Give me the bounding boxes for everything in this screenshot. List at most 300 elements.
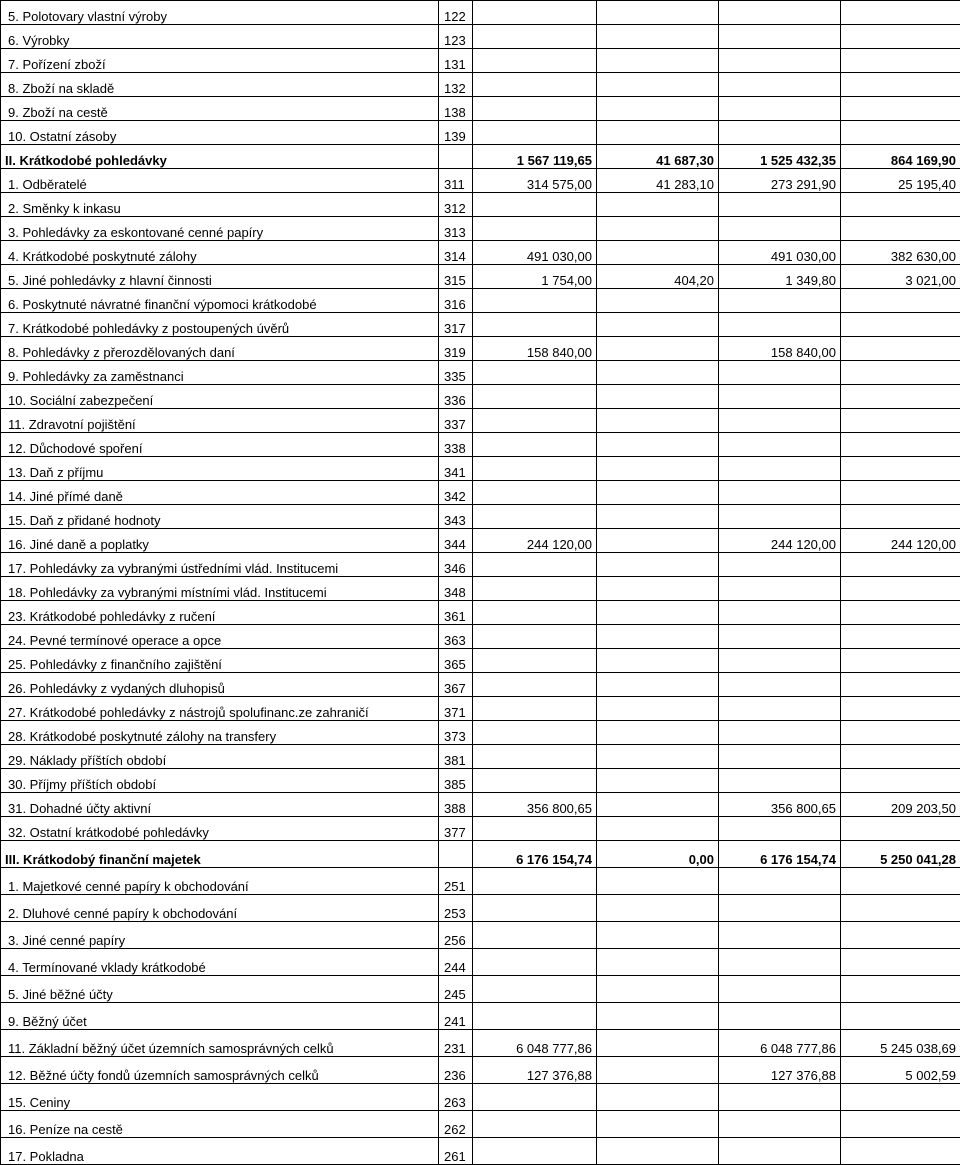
value-col-3: 1 525 432,35 bbox=[719, 145, 841, 169]
value-col-3 bbox=[719, 601, 841, 625]
row-label: 4. Termínované vklady krátkodobé bbox=[1, 949, 439, 976]
value-col-3 bbox=[719, 289, 841, 313]
account-code: 335 bbox=[439, 361, 473, 385]
account-code: 363 bbox=[439, 625, 473, 649]
value-col-3 bbox=[719, 949, 841, 976]
account-code: 346 bbox=[439, 553, 473, 577]
account-code: 361 bbox=[439, 601, 473, 625]
account-code: 316 bbox=[439, 289, 473, 313]
value-col-2 bbox=[597, 49, 719, 73]
value-col-3 bbox=[719, 1084, 841, 1111]
account-code: 367 bbox=[439, 673, 473, 697]
value-col-3 bbox=[719, 895, 841, 922]
row-label: 5. Polotovary vlastní výroby bbox=[1, 1, 439, 25]
value-col-3 bbox=[719, 697, 841, 721]
value-col-2 bbox=[597, 25, 719, 49]
value-col-3: 6 176 154,74 bbox=[719, 841, 841, 868]
value-col-1 bbox=[473, 922, 597, 949]
value-col-4 bbox=[841, 817, 960, 841]
value-col-1 bbox=[473, 868, 597, 895]
value-col-1: 244 120,00 bbox=[473, 529, 597, 553]
value-col-4 bbox=[841, 649, 960, 673]
value-col-4: 5 250 041,28 bbox=[841, 841, 960, 868]
table-row bbox=[1, 601, 960, 625]
account-code: 245 bbox=[439, 976, 473, 1003]
value-col-4 bbox=[841, 673, 960, 697]
value-col-2 bbox=[597, 1084, 719, 1111]
row-label: 18. Pohledávky za vybranými místními vlád. Institucemi bbox=[1, 577, 439, 601]
value-col-3 bbox=[719, 553, 841, 577]
row-label: 17. Pohledávky za vybranými ústředními vlád. Institucemi bbox=[1, 553, 439, 577]
value-col-1 bbox=[473, 97, 597, 121]
value-col-4: 864 169,90 bbox=[841, 145, 960, 169]
table-row bbox=[1, 313, 960, 337]
value-col-3 bbox=[719, 385, 841, 409]
account-code: 336 bbox=[439, 385, 473, 409]
row-label: 2. Dluhové cenné papíry k obchodování bbox=[1, 895, 439, 922]
account-code: 315 bbox=[439, 265, 473, 289]
value-col-1 bbox=[473, 457, 597, 481]
value-col-4 bbox=[841, 433, 960, 457]
value-col-2 bbox=[597, 697, 719, 721]
value-col-2 bbox=[597, 193, 719, 217]
value-col-1 bbox=[473, 1084, 597, 1111]
value-col-1 bbox=[473, 601, 597, 625]
account-code: 313 bbox=[439, 217, 473, 241]
table-row bbox=[1, 145, 960, 169]
value-col-1 bbox=[473, 553, 597, 577]
value-col-1: 1 754,00 bbox=[473, 265, 597, 289]
value-col-3 bbox=[719, 976, 841, 1003]
value-col-3: 158 840,00 bbox=[719, 337, 841, 361]
value-col-1 bbox=[473, 673, 597, 697]
account-code: 251 bbox=[439, 868, 473, 895]
account-code: 381 bbox=[439, 745, 473, 769]
row-label: 17. Pokladna bbox=[1, 1138, 439, 1165]
table-row bbox=[1, 649, 960, 673]
value-col-2 bbox=[597, 481, 719, 505]
value-col-4: 5 245 038,69 bbox=[841, 1030, 960, 1057]
value-col-4 bbox=[841, 313, 960, 337]
row-label: 6. Poskytnuté návratné finanční výpomoci krátkodobé bbox=[1, 289, 439, 313]
value-col-4 bbox=[841, 895, 960, 922]
value-col-3: 127 376,88 bbox=[719, 1057, 841, 1084]
value-col-4 bbox=[841, 49, 960, 73]
row-label: 27. Krátkodobé pohledávky z nástrojů spolufinanc.ze zahraničí bbox=[1, 697, 439, 721]
row-label: 6. Výrobky bbox=[1, 25, 439, 49]
value-col-2 bbox=[597, 121, 719, 145]
row-label: 12. Běžné účty fondů územních samosprávných celků bbox=[1, 1057, 439, 1084]
value-col-4 bbox=[841, 505, 960, 529]
value-col-4 bbox=[841, 625, 960, 649]
table-row bbox=[1, 673, 960, 697]
value-col-4 bbox=[841, 577, 960, 601]
value-col-1: 356 800,65 bbox=[473, 793, 597, 817]
account-code: 131 bbox=[439, 49, 473, 73]
row-label: 29. Náklady příštích období bbox=[1, 745, 439, 769]
row-label: 31. Dohadné účty aktivní bbox=[1, 793, 439, 817]
value-col-1 bbox=[473, 121, 597, 145]
value-col-3: 1 349,80 bbox=[719, 265, 841, 289]
value-col-4 bbox=[841, 1, 960, 25]
value-col-4 bbox=[841, 73, 960, 97]
value-col-4 bbox=[841, 481, 960, 505]
value-col-3 bbox=[719, 1003, 841, 1030]
row-label: 9. Běžný účet bbox=[1, 1003, 439, 1030]
account-code: 317 bbox=[439, 313, 473, 337]
row-label: 11. Základní běžný účet územních samosprávných celků bbox=[1, 1030, 439, 1057]
value-col-2 bbox=[597, 649, 719, 673]
value-col-1 bbox=[473, 745, 597, 769]
value-col-3 bbox=[719, 817, 841, 841]
value-col-4 bbox=[841, 922, 960, 949]
value-col-3 bbox=[719, 457, 841, 481]
value-col-2 bbox=[597, 505, 719, 529]
value-col-1 bbox=[473, 289, 597, 313]
account-code: 365 bbox=[439, 649, 473, 673]
account-code: 344 bbox=[439, 529, 473, 553]
row-label: 30. Příjmy příštích období bbox=[1, 769, 439, 793]
table-row bbox=[1, 265, 960, 289]
table-row bbox=[1, 1111, 960, 1138]
table-row bbox=[1, 337, 960, 361]
value-col-4 bbox=[841, 385, 960, 409]
table-row bbox=[1, 73, 960, 97]
value-col-1 bbox=[473, 313, 597, 337]
value-col-1: 1 567 119,65 bbox=[473, 145, 597, 169]
value-col-3 bbox=[719, 313, 841, 337]
table-row bbox=[1, 769, 960, 793]
value-col-4 bbox=[841, 721, 960, 745]
table-row bbox=[1, 457, 960, 481]
row-label: 23. Krátkodobé pohledávky z ručení bbox=[1, 601, 439, 625]
value-col-2 bbox=[597, 313, 719, 337]
value-col-1 bbox=[473, 385, 597, 409]
account-code: 319 bbox=[439, 337, 473, 361]
account-code: 231 bbox=[439, 1030, 473, 1057]
value-col-4 bbox=[841, 697, 960, 721]
value-col-3 bbox=[719, 1, 841, 25]
value-col-1 bbox=[473, 217, 597, 241]
value-col-4: 244 120,00 bbox=[841, 529, 960, 553]
value-col-1: 158 840,00 bbox=[473, 337, 597, 361]
value-col-2 bbox=[597, 337, 719, 361]
table-row bbox=[1, 721, 960, 745]
value-col-4 bbox=[841, 769, 960, 793]
value-col-2: 41 687,30 bbox=[597, 145, 719, 169]
value-col-2 bbox=[597, 895, 719, 922]
value-col-1 bbox=[473, 949, 597, 976]
value-col-4 bbox=[841, 553, 960, 577]
value-col-2: 0,00 bbox=[597, 841, 719, 868]
value-col-3 bbox=[719, 721, 841, 745]
value-col-4 bbox=[841, 361, 960, 385]
value-col-1 bbox=[473, 1111, 597, 1138]
account-code: 338 bbox=[439, 433, 473, 457]
value-col-2 bbox=[597, 601, 719, 625]
table-row bbox=[1, 505, 960, 529]
value-col-2 bbox=[597, 241, 719, 265]
row-label: 25. Pohledávky z finančního zajištění bbox=[1, 649, 439, 673]
value-col-4 bbox=[841, 1138, 960, 1165]
table-row bbox=[1, 895, 960, 922]
table-row bbox=[1, 121, 960, 145]
account-code: 343 bbox=[439, 505, 473, 529]
value-col-3 bbox=[719, 481, 841, 505]
value-col-1 bbox=[473, 25, 597, 49]
table-row bbox=[1, 385, 960, 409]
value-col-1: 127 376,88 bbox=[473, 1057, 597, 1084]
table-row bbox=[1, 1030, 960, 1057]
account-code: 244 bbox=[439, 949, 473, 976]
value-col-4 bbox=[841, 1084, 960, 1111]
value-col-4 bbox=[841, 289, 960, 313]
table-row bbox=[1, 1057, 960, 1084]
value-col-1 bbox=[473, 433, 597, 457]
value-col-4 bbox=[841, 745, 960, 769]
value-col-2 bbox=[597, 1, 719, 25]
value-col-1 bbox=[473, 1003, 597, 1030]
value-col-3 bbox=[719, 409, 841, 433]
value-col-3 bbox=[719, 433, 841, 457]
value-col-3 bbox=[719, 505, 841, 529]
table-row bbox=[1, 922, 960, 949]
row-label: 7. Krátkodobé pohledávky z postoupených úvěrů bbox=[1, 313, 439, 337]
row-label: 12. Důchodové spoření bbox=[1, 433, 439, 457]
value-col-2 bbox=[597, 949, 719, 976]
row-label: 5. Jiné pohledávky z hlavní činnosti bbox=[1, 265, 439, 289]
row-label: 16. Peníze na cestě bbox=[1, 1111, 439, 1138]
row-label: 10. Sociální zabezpečení bbox=[1, 385, 439, 409]
value-col-2 bbox=[597, 793, 719, 817]
value-col-2 bbox=[597, 1138, 719, 1165]
value-col-2 bbox=[597, 409, 719, 433]
value-col-1 bbox=[473, 1, 597, 25]
account-code: 253 bbox=[439, 895, 473, 922]
value-col-2 bbox=[597, 673, 719, 697]
value-col-1 bbox=[473, 361, 597, 385]
table-body bbox=[1, 1, 960, 1165]
value-col-1 bbox=[473, 577, 597, 601]
value-col-2 bbox=[597, 868, 719, 895]
account-code: 236 bbox=[439, 1057, 473, 1084]
value-col-1 bbox=[473, 625, 597, 649]
table-row bbox=[1, 529, 960, 553]
value-col-4 bbox=[841, 868, 960, 895]
row-label: 26. Pohledávky z vydaných dluhopisů bbox=[1, 673, 439, 697]
table-row bbox=[1, 868, 960, 895]
account-code: 122 bbox=[439, 1, 473, 25]
table-row bbox=[1, 217, 960, 241]
account-code bbox=[439, 145, 473, 169]
value-col-1 bbox=[473, 721, 597, 745]
value-col-2 bbox=[597, 817, 719, 841]
value-col-2 bbox=[597, 529, 719, 553]
row-label: 3. Jiné cenné papíry bbox=[1, 922, 439, 949]
value-col-3 bbox=[719, 625, 841, 649]
value-col-3 bbox=[719, 577, 841, 601]
row-label: 2. Směnky k inkasu bbox=[1, 193, 439, 217]
value-col-1: 314 575,00 bbox=[473, 169, 597, 193]
table-row bbox=[1, 697, 960, 721]
value-col-4: 5 002,59 bbox=[841, 1057, 960, 1084]
row-label: 1. Majetkové cenné papíry k obchodování bbox=[1, 868, 439, 895]
value-col-2: 404,20 bbox=[597, 265, 719, 289]
value-col-1 bbox=[473, 895, 597, 922]
row-label: II. Krátkodobé pohledávky bbox=[1, 145, 439, 169]
value-col-3 bbox=[719, 922, 841, 949]
row-label: 16. Jiné daně a poplatky bbox=[1, 529, 439, 553]
account-code: 261 bbox=[439, 1138, 473, 1165]
account-code: 123 bbox=[439, 25, 473, 49]
table-row bbox=[1, 625, 960, 649]
value-col-1 bbox=[473, 697, 597, 721]
row-label: 28. Krátkodobé poskytnuté zálohy na transfery bbox=[1, 721, 439, 745]
account-code: 263 bbox=[439, 1084, 473, 1111]
value-col-3 bbox=[719, 121, 841, 145]
value-col-3 bbox=[719, 193, 841, 217]
table-row bbox=[1, 481, 960, 505]
row-label: 9. Zboží na cestě bbox=[1, 97, 439, 121]
account-code: 385 bbox=[439, 769, 473, 793]
value-col-1: 491 030,00 bbox=[473, 241, 597, 265]
account-code: 132 bbox=[439, 73, 473, 97]
value-col-4 bbox=[841, 97, 960, 121]
value-col-4 bbox=[841, 25, 960, 49]
row-label: 32. Ostatní krátkodobé pohledávky bbox=[1, 817, 439, 841]
value-col-4 bbox=[841, 217, 960, 241]
value-col-4 bbox=[841, 121, 960, 145]
value-col-1 bbox=[473, 193, 597, 217]
table-row bbox=[1, 745, 960, 769]
value-col-3 bbox=[719, 868, 841, 895]
row-label: 8. Pohledávky z přerozdělovaných daní bbox=[1, 337, 439, 361]
account-code: 314 bbox=[439, 241, 473, 265]
account-code: 371 bbox=[439, 697, 473, 721]
value-col-1 bbox=[473, 49, 597, 73]
account-code: 341 bbox=[439, 457, 473, 481]
value-col-2 bbox=[597, 721, 719, 745]
value-col-3: 356 800,65 bbox=[719, 793, 841, 817]
table-row bbox=[1, 193, 960, 217]
table-row bbox=[1, 976, 960, 1003]
table-row bbox=[1, 241, 960, 265]
value-col-2 bbox=[597, 745, 719, 769]
value-col-3: 491 030,00 bbox=[719, 241, 841, 265]
value-col-3 bbox=[719, 769, 841, 793]
value-col-2 bbox=[597, 625, 719, 649]
table-row bbox=[1, 289, 960, 313]
row-label: 11. Zdravotní pojištění bbox=[1, 409, 439, 433]
value-col-4: 25 195,40 bbox=[841, 169, 960, 193]
value-col-3 bbox=[719, 745, 841, 769]
row-label: 14. Jiné přímé daně bbox=[1, 481, 439, 505]
value-col-3 bbox=[719, 97, 841, 121]
row-label: 10. Ostatní zásoby bbox=[1, 121, 439, 145]
value-col-1 bbox=[473, 976, 597, 1003]
value-col-2 bbox=[597, 217, 719, 241]
row-label: III. Krátkodobý finanční majetek bbox=[1, 841, 439, 868]
row-label: 24. Pevné termínové operace a opce bbox=[1, 625, 439, 649]
account-code: 373 bbox=[439, 721, 473, 745]
account-code: 256 bbox=[439, 922, 473, 949]
row-label: 7. Pořízení zboží bbox=[1, 49, 439, 73]
value-col-3 bbox=[719, 649, 841, 673]
value-col-2: 41 283,10 bbox=[597, 169, 719, 193]
value-col-2 bbox=[597, 97, 719, 121]
value-col-3 bbox=[719, 361, 841, 385]
value-col-2 bbox=[597, 553, 719, 577]
account-code: 348 bbox=[439, 577, 473, 601]
value-col-2 bbox=[597, 457, 719, 481]
row-label: 13. Daň z příjmu bbox=[1, 457, 439, 481]
account-code: 262 bbox=[439, 1111, 473, 1138]
value-col-4 bbox=[841, 337, 960, 361]
value-col-3 bbox=[719, 25, 841, 49]
value-col-2 bbox=[597, 769, 719, 793]
value-col-2 bbox=[597, 1111, 719, 1138]
table-row bbox=[1, 433, 960, 457]
value-col-1: 6 048 777,86 bbox=[473, 1030, 597, 1057]
value-col-1 bbox=[473, 769, 597, 793]
value-col-1 bbox=[473, 817, 597, 841]
account-code: 388 bbox=[439, 793, 473, 817]
row-label: 9. Pohledávky za zaměstnanci bbox=[1, 361, 439, 385]
value-col-4: 382 630,00 bbox=[841, 241, 960, 265]
account-code: 139 bbox=[439, 121, 473, 145]
table-row bbox=[1, 793, 960, 817]
value-col-3: 6 048 777,86 bbox=[719, 1030, 841, 1057]
value-col-3 bbox=[719, 49, 841, 73]
value-col-2 bbox=[597, 1003, 719, 1030]
table-row bbox=[1, 169, 960, 193]
table-row bbox=[1, 97, 960, 121]
table-row bbox=[1, 841, 960, 868]
value-col-3 bbox=[719, 217, 841, 241]
value-col-4 bbox=[841, 949, 960, 976]
value-col-2 bbox=[597, 1030, 719, 1057]
value-col-1 bbox=[473, 505, 597, 529]
value-col-1 bbox=[473, 1138, 597, 1165]
value-col-1 bbox=[473, 481, 597, 505]
account-code: 138 bbox=[439, 97, 473, 121]
table-row bbox=[1, 1138, 960, 1165]
account-code bbox=[439, 841, 473, 868]
value-col-1: 6 176 154,74 bbox=[473, 841, 597, 868]
row-label: 3. Pohledávky za eskontované cenné papíry bbox=[1, 217, 439, 241]
account-code: 377 bbox=[439, 817, 473, 841]
row-label: 1. Odběratelé bbox=[1, 169, 439, 193]
value-col-1 bbox=[473, 649, 597, 673]
table-row bbox=[1, 409, 960, 433]
account-code: 241 bbox=[439, 1003, 473, 1030]
row-label: 15. Daň z přidané hodnoty bbox=[1, 505, 439, 529]
value-col-2 bbox=[597, 577, 719, 601]
value-col-3 bbox=[719, 73, 841, 97]
account-code: 311 bbox=[439, 169, 473, 193]
value-col-2 bbox=[597, 385, 719, 409]
row-label: 4. Krátkodobé poskytnuté zálohy bbox=[1, 241, 439, 265]
table-row bbox=[1, 1003, 960, 1030]
value-col-2 bbox=[597, 73, 719, 97]
value-col-4 bbox=[841, 601, 960, 625]
value-col-3 bbox=[719, 673, 841, 697]
value-col-2 bbox=[597, 361, 719, 385]
row-label: 8. Zboží na skladě bbox=[1, 73, 439, 97]
value-col-3: 244 120,00 bbox=[719, 529, 841, 553]
value-col-4: 3 021,00 bbox=[841, 265, 960, 289]
value-col-2 bbox=[597, 922, 719, 949]
